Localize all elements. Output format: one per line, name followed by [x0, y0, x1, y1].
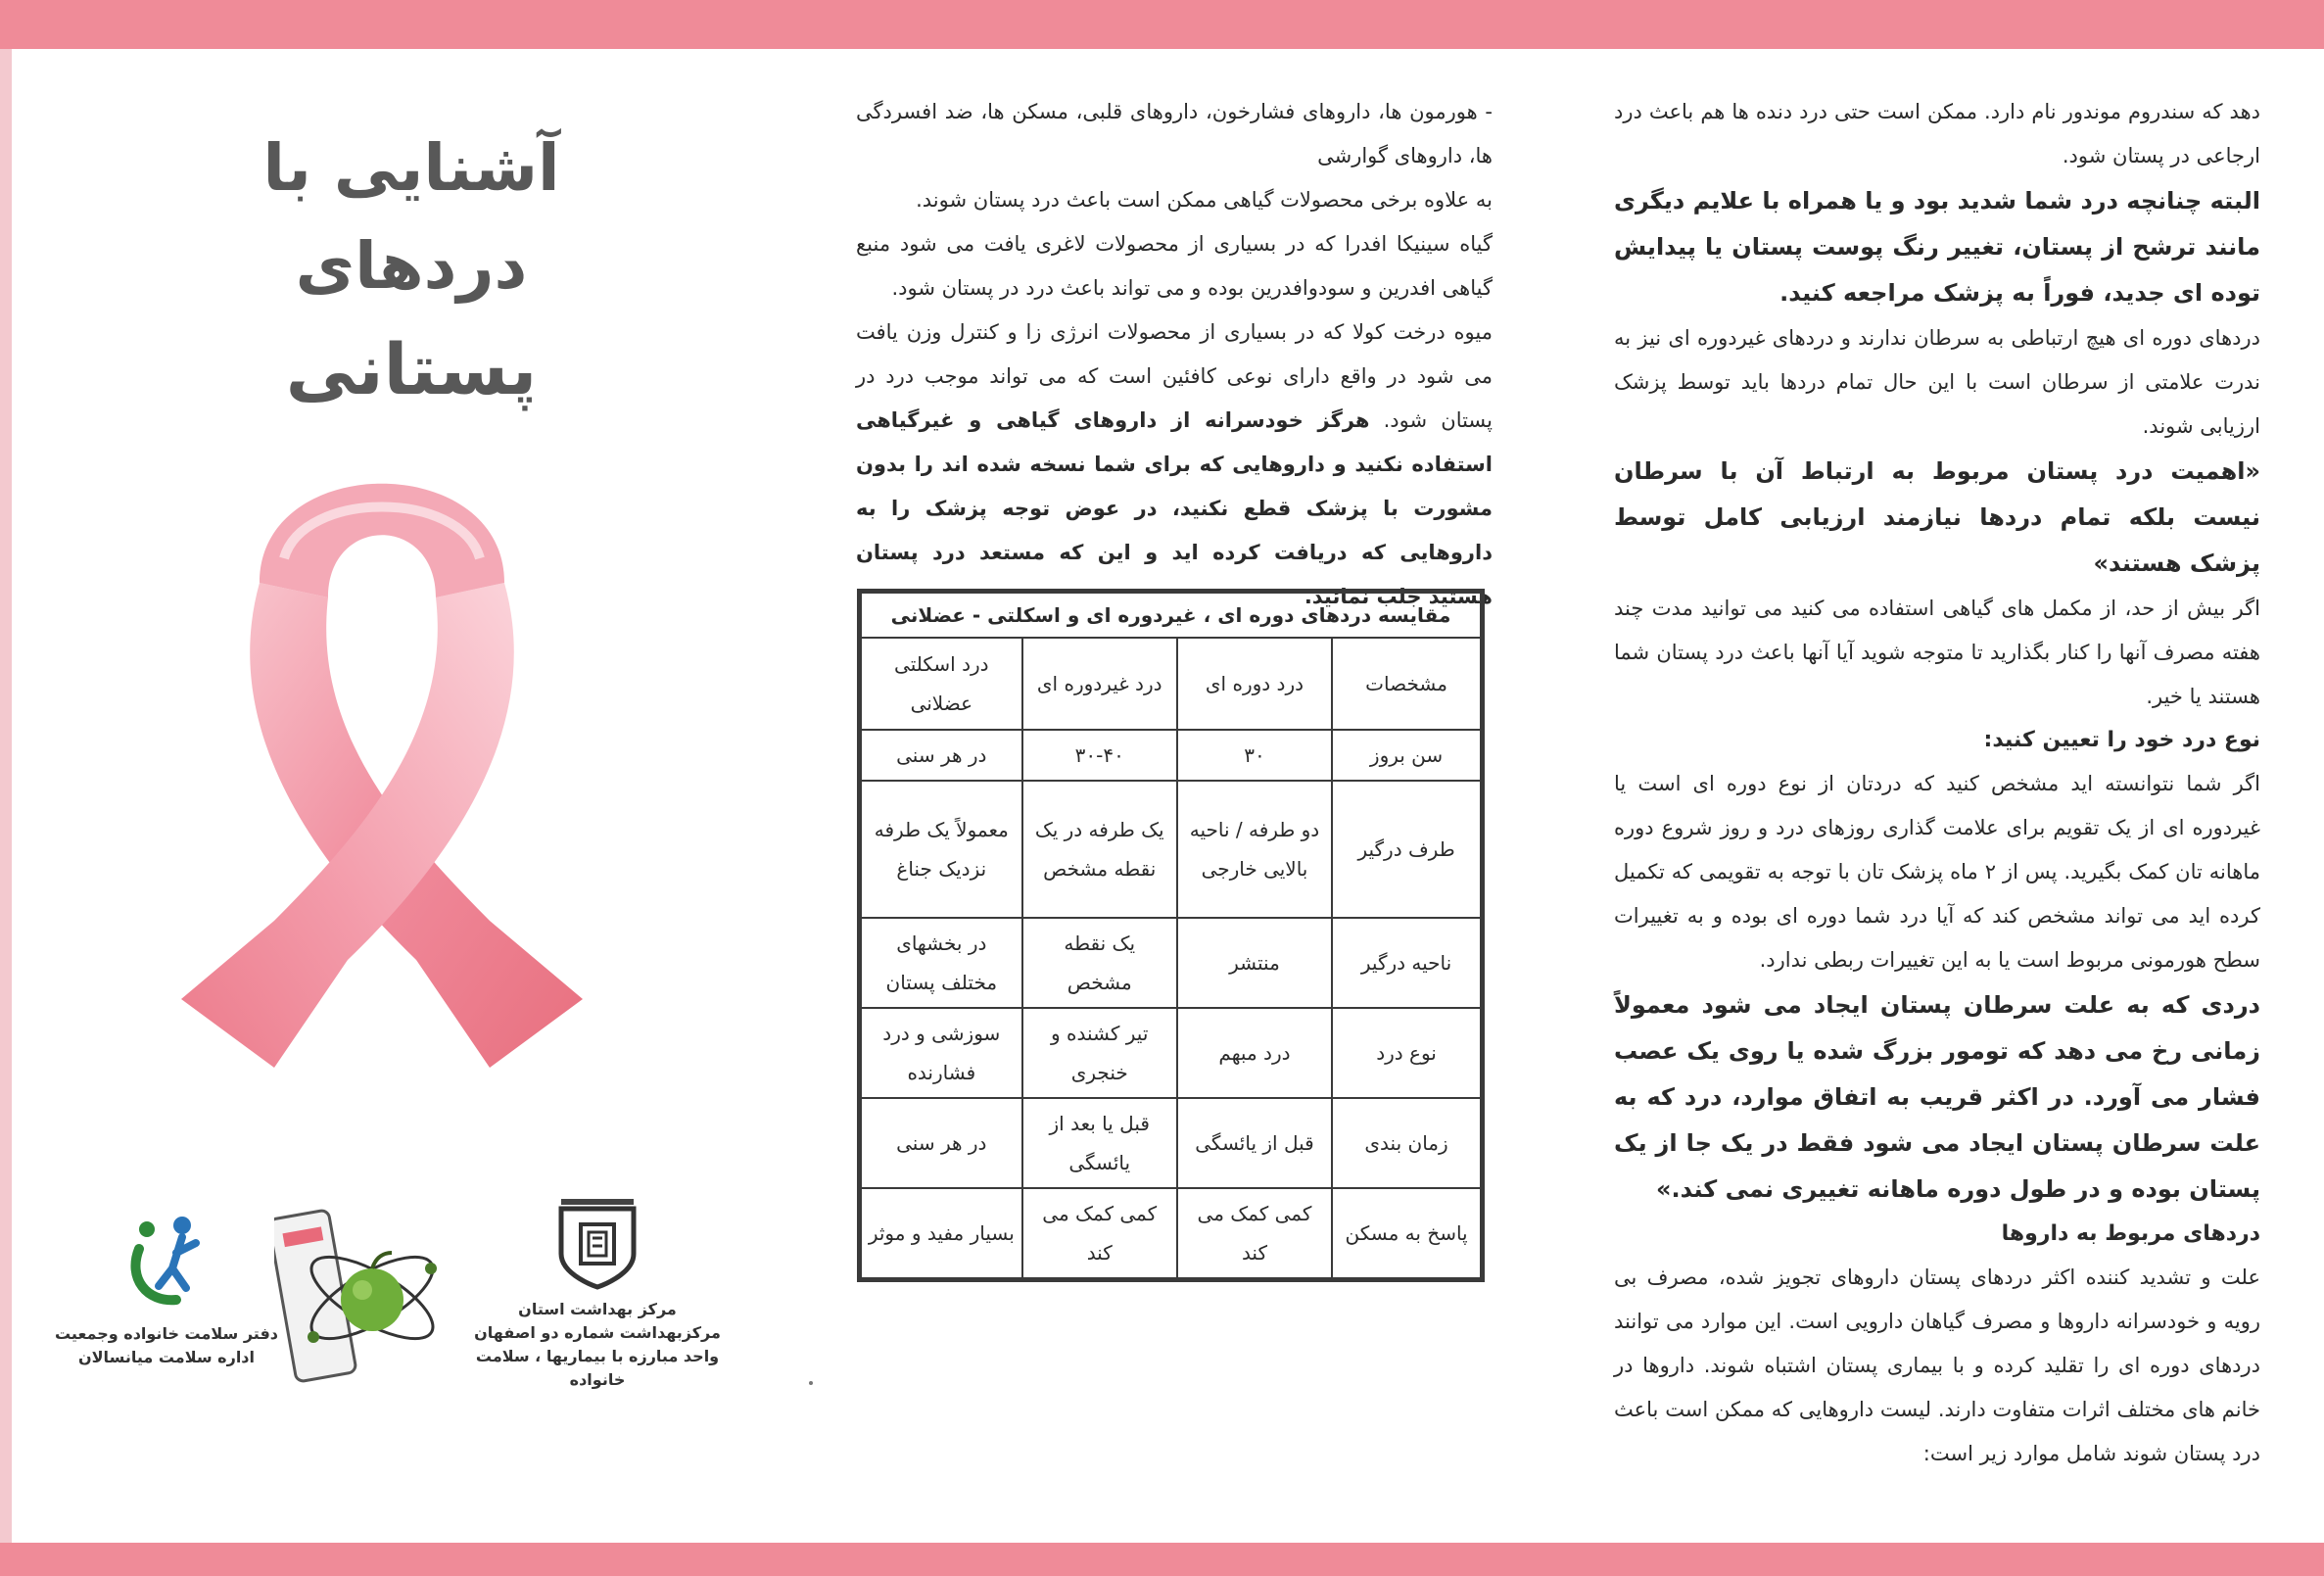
table-cell: ۳۰-۴۰ — [1022, 730, 1177, 781]
table-cell: ۳۰ — [1177, 730, 1332, 781]
paragraph-ephedra: گیاه سینیکا افدرا که در بسیاری از محصولات لاغری یافت می شود منبع گیاهی افدرین و سودوافدرین بوده و می تواند باعث درد در پستان شود. — [856, 232, 1493, 300]
paragraph-warning: البته چنانچه درد شما شدید بود و یا همراه با علایم دیگری مانند ترشح از پستان، تغییر رنگ پوست پستان یا پیدایش توده ای جدید، فوراً به پزشک مراجعه کنید. — [1614, 187, 2260, 307]
paragraph-drug-list: - هورمون ها، داروهای فشارخون، داروهای قلبی، مسکن ها، ضد افسردگی ها، داروهای گوارشی — [856, 100, 1493, 167]
table-cell: تیر کشنده و خنجری — [1022, 1008, 1177, 1098]
table-row — [861, 781, 1481, 918]
table-cell: کمی کمک می کند — [1022, 1188, 1177, 1278]
pink-ribbon-icon — [166, 411, 597, 1087]
paragraph-mondor: دهد که سندروم موندور نام دارد. ممکن است حتی درد دنده ها هم باعث درد ارجاعی در پستان شود. — [1614, 100, 2260, 167]
paragraph-calendar: اگر شما نتوانسته اید مشخص کنید که دردتان از نوع دوره ای است یا غیردوره ای از یک تقویم برای علامت گذاری روزهای درد و روز شروع دوره ماهانه تان کمک بگیرید. پس از ۲ ماه پزشک تان با توجه به تقویمی که تکمیل کرده اید می تواند مشخص کند که آیا درد شما دوره ای بوده و به تغییرات سطح هورمونی مربوط است یا به این تغییرات ربطی ندارد. — [1614, 772, 2260, 972]
left-edge-strip — [0, 49, 12, 1543]
table-cell: منتشر — [1177, 918, 1332, 1008]
table-header: مشخصات — [1332, 638, 1481, 730]
table-cell: کمی کمک می کند — [1177, 1188, 1332, 1278]
table-cell: یک نقطه مشخص — [1022, 918, 1177, 1008]
table-row — [861, 1008, 1481, 1098]
apple-atom-logo-icon — [274, 1200, 441, 1396]
title-line-1: آشنایی با دردهای — [262, 130, 560, 304]
paragraph-cancer-pain: دردی که به علت سرطان پستان ایجاد می شود معمولاً زمانی رخ می دهد که تومور بزرگ شده یا روی یک عصب فشار می آورد. در اکثر قریب به اتفاق موارد، درد که به علت سرطان پستان ایجاد می شود فقط در یک جا از یک پستان بوده و در طول دوره ماهانه تغییری نمی کند.» — [1614, 991, 2260, 1203]
health-center-line-2: مرکزبهداشت شماره دو اصفهان — [474, 1323, 721, 1342]
table-cell: سن بروز — [1332, 730, 1481, 781]
table-row — [861, 730, 1481, 781]
health-center-emblem-icon — [544, 1185, 651, 1293]
paragraph-cola — [856, 310, 1493, 619]
table-header: درد دوره ای — [1177, 638, 1332, 730]
comparison-table — [857, 589, 1485, 1282]
drug-warning-text: هرگز خودسرانه از داروهای گیاهی و غیرگیاهی استفاده نکنید و داروهایی که برای شما نسخه شده اند را بدون مشورت با پزشک قطع نکنید، در عوض توجه پزشک را به داروهایی که دریافت کرده اید و این که مستعد درد پستان هستید جلب نمائید. — [856, 408, 1493, 608]
table-row — [861, 1098, 1481, 1188]
table-cell: قبل یا بعد از یائسگی — [1022, 1098, 1177, 1188]
paragraph-cyclic-cancer: دردهای دوره ای هیچ ارتباطی به سرطان ندارند و دردهای غیردوره ای نیز به ندرت علامتی از سرطان است با این حال تمام دردها باید توسط پزشک ارزیابی شوند. — [1614, 326, 2260, 438]
table-cell: در هر سنی — [861, 730, 1022, 781]
heading-drug-pain: دردهای مربوط به داروها — [2001, 1221, 2260, 1246]
cola-text: میوه درخت کولا که در بسیاری از محصولات انرژی زا و کنترل وزن یافت می شود در واقع دارای نوعی کافئین است که می تواند موجب درد در پستان شود. — [856, 320, 1494, 432]
health-center-line-1: مرکز بهداشت استان — [518, 1300, 677, 1318]
table-cell: بسیار مفید و موثر — [861, 1188, 1022, 1278]
top-pink-band — [0, 0, 2324, 49]
right-column — [1614, 90, 2260, 1476]
paragraph-herbal-supplements: اگر بیش از حد، از مکمل های گیاهی استفاده می کنید می توانید مدت چند هفته مصرف آنها را کنار بگذارید تا متوجه شوید آیا آنها باعث درد پستان شما هستند یا خیر. — [1614, 597, 2260, 708]
table-cell: یک طرفه در یک نقطه مشخص — [1022, 781, 1177, 918]
health-center-caption — [451, 1298, 744, 1392]
table-cell: پاسخ به مسکن — [1332, 1188, 1481, 1278]
table-cell: نوع درد — [1332, 1008, 1481, 1098]
quote-evaluation: «اهمیت درد پستان مربوط به ارتباط آن با سرطان نیست بلکه تمام دردها نیازمند ارزیابی کامل توسط پزشک هستند» — [1614, 457, 2260, 577]
paragraph-drugs: علت و تشدید کننده اکثر دردهای پستان داروهای تجویز شده، مصرف بی رویه و خودسرانه داروها و مصرف گیاهان دارویی است. این موارد می توانند دردهای دوره ای را تقلید کرده و با بیماری پستان اشتباه شوند. داروها در خانم های مختلف اثرات متفاوت دارند. لیست داروهایی که ممکن است باعث درد پستان شوند شامل موارد زیر است: — [1614, 1266, 2260, 1465]
table-cell: طرف درگیر — [1332, 781, 1481, 918]
table-header: درد اسکلتی عضلانی — [861, 638, 1022, 730]
paragraph-herbal-products: به علاوه برخی محصولات گیاهی ممکن است باعث درد پستان شوند. — [916, 188, 1493, 212]
print-speck — [809, 1381, 813, 1385]
health-center-line-3: واحد مبارزه با بیماریها ، سلامت خانواده — [475, 1347, 720, 1389]
table-caption: مقایسه دردهای دوره ای ، غیردوره ای و اسکلتی - عضلانی — [861, 593, 1481, 638]
table-header: درد غیردوره ای — [1022, 638, 1177, 730]
table-cell: در بخشهای مختلف پستان — [861, 918, 1022, 1008]
table-cell: سوزشی و درد فشارنده — [861, 1008, 1022, 1098]
middle-column — [856, 90, 1493, 619]
table-cell: درد مبهم — [1177, 1008, 1332, 1098]
table-cell: معمولاً یک طرفه نزدیک جناغ — [861, 781, 1022, 918]
family-health-line-2: اداره سلامت میانسالان — [77, 1348, 255, 1366]
heading-pain-type: نوع درد خود را تعیین کنید: — [1983, 728, 2260, 752]
table-row — [861, 1188, 1481, 1278]
table-header-row — [861, 638, 1481, 730]
family-health-logo-icon — [118, 1210, 215, 1308]
family-health-line-1: دفتر سلامت خانواده وجمعیت — [54, 1324, 279, 1343]
table-cell: زمان بندی — [1332, 1098, 1481, 1188]
table-cell: در هر سنی — [861, 1098, 1022, 1188]
bottom-pink-band — [0, 1543, 2324, 1576]
family-health-caption — [49, 1322, 284, 1369]
table-cell: دو طرفه / ناحیه بالایی خارجی — [1177, 781, 1332, 918]
table-cell: ناحیه درگیر — [1332, 918, 1481, 1008]
table-cell: قبل از یائسگی — [1177, 1098, 1332, 1188]
table-row — [861, 918, 1481, 1008]
title-line-2: پستانی — [285, 328, 538, 410]
page-title — [147, 119, 676, 423]
